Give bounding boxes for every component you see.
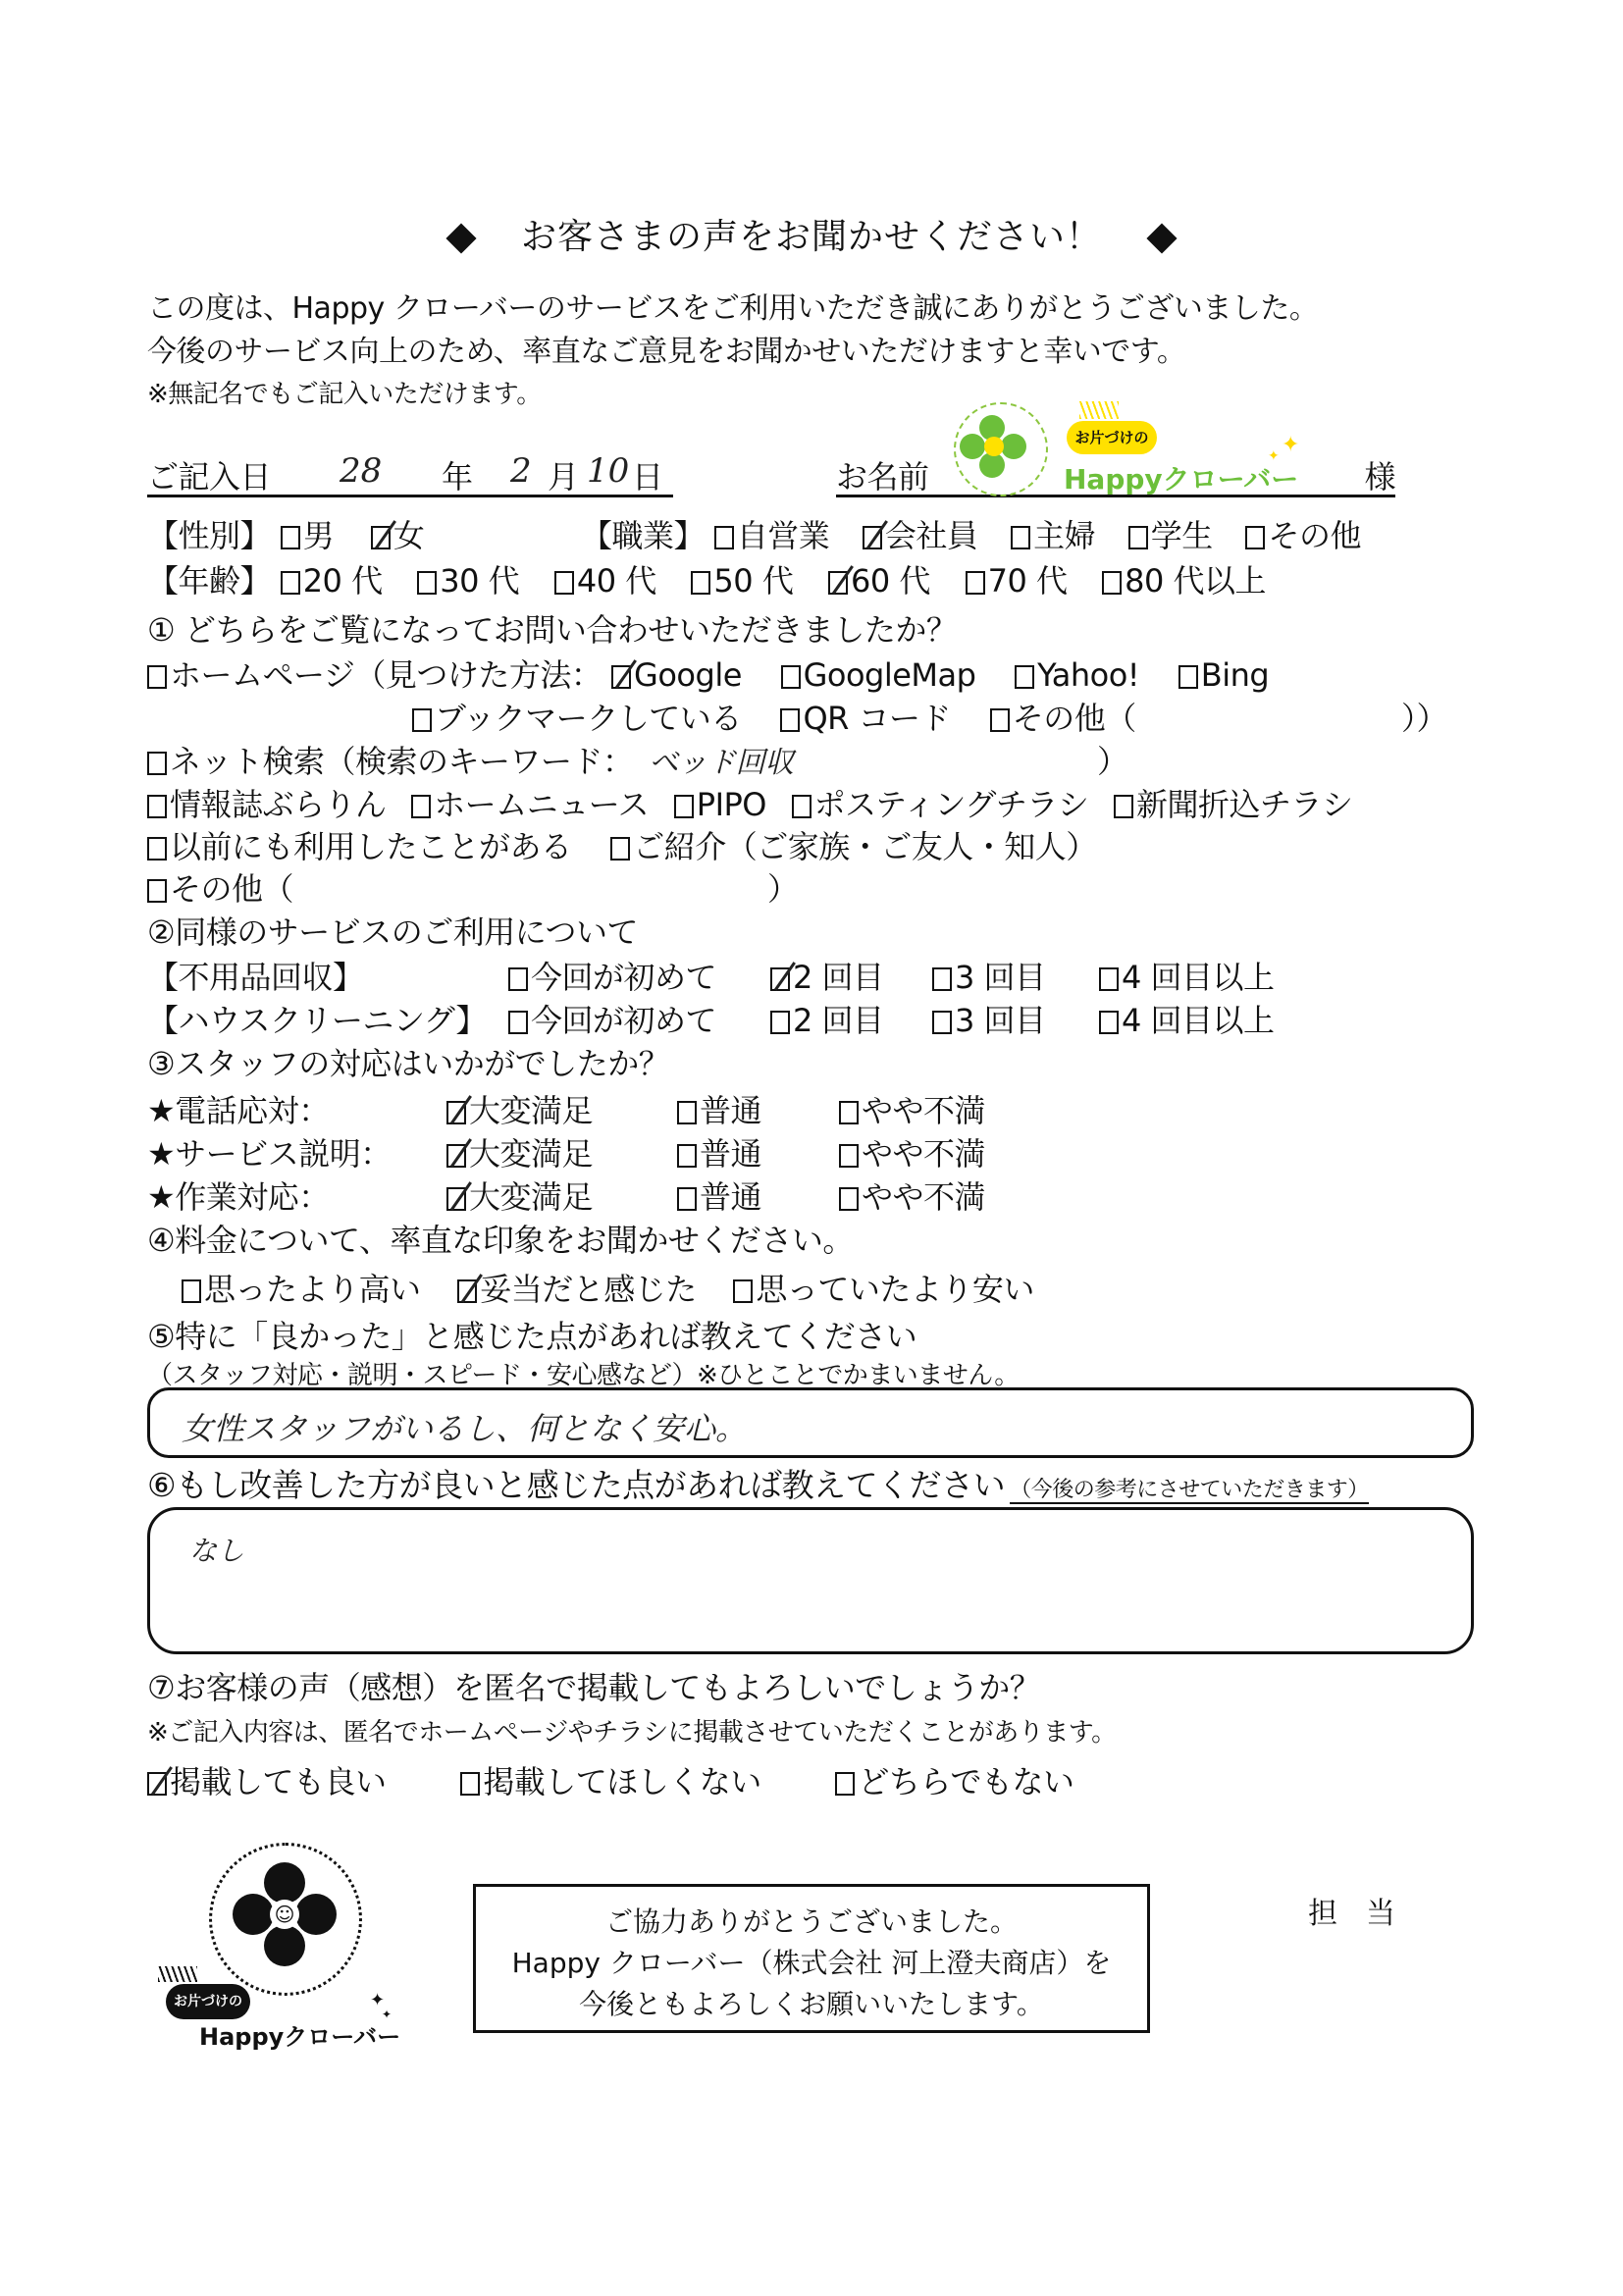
publish-ok-checkbox[interactable] [147,1762,387,1801]
very-satisfied-checkbox[interactable] [446,1134,593,1174]
day-label: 日 [632,458,663,496]
occupation-employee-checkbox[interactable] [863,516,978,555]
age-50-checkbox[interactable] [691,561,793,600]
checkbox-icon [147,837,167,861]
bing-checkbox[interactable] [1178,655,1269,695]
option-label: Yahoo! [1037,656,1140,694]
google-checkbox[interactable] [611,655,742,695]
checkbox-icon [839,1101,859,1124]
checkbox-icon [677,1187,697,1211]
checkbox-icon [1099,967,1119,991]
footer-brand: Happyクローバー [199,2023,401,2051]
option-label: 70 代 [987,562,1068,600]
used-before-checkbox[interactable] [147,827,572,866]
row-label: 【ハウスクリーニング】 [147,1002,487,1039]
checkbox-icon [1011,526,1030,549]
referral-checkbox[interactable] [610,827,1097,866]
second-time-checkbox[interactable] [770,1001,884,1040]
q3-question: ③スタッフの対応はいかがでしたか？ [147,1045,670,1082]
title-text: お客さまの声をお聞かせください！ [520,217,1102,257]
bookmark-checkbox[interactable] [412,699,742,738]
option-label: 大変満足 [469,1178,594,1216]
burarin-checkbox[interactable] [147,785,387,824]
somewhat-dissatisfied-checkbox[interactable] [839,1177,985,1217]
checkbox-icon [281,526,300,549]
option-label: ネット検索（検索のキーワード： [170,743,634,780]
option-label: 以前にも利用したことがある [170,828,572,865]
q7-note: ※ご記入内容は、匿名でホームページやチラシに掲載させていただくことがあります。 [147,1718,1117,1748]
checkbox-checked-icon [371,526,391,549]
yahoo-checkbox[interactable] [1015,655,1139,695]
checkbox-icon [835,1772,855,1796]
checkbox-icon [674,795,694,818]
option-label: やや不満 [862,1178,986,1216]
very-satisfied-checkbox[interactable] [446,1091,593,1130]
first-time-checkbox[interactable] [508,1001,716,1040]
sun-rays-icon [1079,401,1119,419]
occupation-student-checkbox[interactable] [1128,516,1213,555]
option-label: 今回が初めて [531,959,717,996]
prior-row [147,827,1097,866]
sparkle-icon: ✦ [1282,433,1300,457]
option-label: 学生 [1150,517,1213,554]
age-70-checkbox[interactable] [966,561,1068,600]
name-label: お名前 [836,458,929,496]
option-label: 普通 [700,1178,762,1216]
option-label: 50 代 [713,562,794,600]
q3-row-work [147,1177,1030,1217]
option-label: 今回が初めて [531,1002,717,1039]
gender-male-checkbox[interactable] [281,516,335,555]
net-search-keyword-input[interactable]: ベッド回収 [649,746,794,780]
checkbox-icon [780,708,800,732]
checkbox-icon [508,967,528,991]
checkbox-icon [281,571,300,595]
gender-label: 【性別】 [147,517,272,554]
sun-rays-icon [158,1966,197,1982]
smiley-face-icon: ☺ [270,1900,299,1929]
option-label: やや不満 [862,1092,986,1129]
q3-row-explanation [147,1134,1030,1174]
checkbox-icon [147,795,167,818]
homepage-close-paren: ）） [1401,700,1448,737]
option-label: 掲載しても良い [170,1763,387,1800]
date-month-value: 2 [510,451,532,491]
option-label: 30 代 [440,562,520,600]
option-label: 新聞折込チラシ [1136,786,1353,823]
checkbox-icon [932,1011,952,1034]
brand-text: Happyクローバー [1064,463,1299,496]
first-time-checkbox[interactable] [508,958,716,997]
row-label: ★作業対応： [147,1178,330,1216]
q6-answer-box[interactable] [147,1507,1474,1654]
pipo-checkbox[interactable] [674,785,766,824]
q5-answer-text: 女性スタッフがいるし、何となく安心。 [182,1410,748,1447]
option-label: その他 [1268,517,1361,554]
q1-other-checkbox[interactable] [147,869,293,909]
age-60-checkbox[interactable] [828,561,930,600]
option-label: QR コード [803,700,952,737]
homepage-checkbox[interactable] [147,655,602,695]
row-label: ★電話応対： [147,1092,330,1129]
occupation-other-checkbox[interactable] [1245,516,1361,555]
option-label: 会社員 [884,517,978,554]
price-low-checkbox[interactable] [733,1270,1034,1309]
checkbox-icon [733,1279,753,1303]
option-label: 3 回目 [955,959,1046,996]
option-label: Google [634,656,742,694]
q2-question: ②同様のサービスのご利用について [147,913,639,951]
option-label: 妥当だと感じた [480,1271,697,1308]
checkbox-checked-icon [446,1144,466,1168]
checkbox-icon [147,665,167,689]
option-label: ご紹介（ご家族・ご友人・知人） [633,828,1097,865]
checkbox-icon [508,1011,528,1034]
option-label: 主婦 [1033,517,1096,554]
age-80-checkbox[interactable] [1102,561,1266,600]
third-time-checkbox[interactable] [932,958,1046,997]
option-label: 大変満足 [469,1135,594,1173]
checkbox-icon [610,837,630,861]
diamond-icon [445,223,476,253]
q2-row-junk-removal [147,958,1374,997]
checkbox-icon [554,571,574,595]
normal-checkbox[interactable] [677,1177,761,1217]
occupation-label: 【職業】 [581,517,706,554]
smiley-face-icon [984,437,1004,456]
checkbox-icon [714,526,734,549]
qr-code-checkbox[interactable] [780,699,951,738]
q6-answer-text: なし [189,1535,245,1567]
date-field[interactable] [147,453,673,497]
q6-question: ⑥もし改善した方が良いと感じた点があれば教えてください [147,1466,1006,1504]
q1-other-row [147,869,293,909]
q1-homepage-row-2 [412,699,1136,738]
option-label: 2 回目 [793,1002,884,1039]
option-label: 思ったより高い [204,1271,421,1308]
option-label: 掲載してほしくない [483,1763,761,1800]
checkbox-icon [182,1279,201,1303]
checkbox-checked-icon [863,526,882,549]
option-label: 普通 [700,1092,762,1129]
checkbox-checked-icon [446,1101,466,1124]
age-30-checkbox[interactable] [417,561,519,600]
home-news-checkbox[interactable] [411,785,649,824]
option-label: 20 代 [302,562,383,600]
normal-checkbox[interactable] [677,1091,761,1130]
sparkle-icon: ✦ [370,1990,386,2010]
net-search-checkbox[interactable] [147,742,634,781]
bubble: お片づけの [1067,421,1157,454]
q6-note: （今後の参考にさせていただきます） [1010,1478,1369,1502]
checkbox-icon [1015,665,1034,689]
occupation-housewife-checkbox[interactable] [1011,516,1095,555]
sparkle-icon: ✦ [1268,448,1280,464]
very-satisfied-checkbox[interactable] [446,1177,593,1217]
option-label: 思っていたより安い [756,1271,1034,1308]
option-label: その他（ [1012,700,1136,737]
price-fair-checkbox[interactable] [457,1270,697,1309]
second-time-checkbox[interactable] [770,958,884,997]
gender-group [147,516,424,555]
option-label: 女 [393,517,425,554]
checkbox-icon [770,1011,790,1034]
checkbox-icon [460,1772,480,1796]
option-label: その他（ [170,870,294,908]
somewhat-dissatisfied-checkbox[interactable] [839,1134,985,1174]
clover-icon [240,1870,329,1958]
q5-answer-box[interactable] [147,1387,1474,1458]
thanks-line-2: Happy クローバー（株式会社 河上澄夫商店）を [511,1947,1112,1979]
q2-row-house-cleaning [147,1001,1374,1040]
homepage-other-checkbox[interactable] [990,699,1136,738]
q4-options [182,1270,1034,1309]
q4-question: ④料金について、率直な印象をお聞かせください。 [147,1222,854,1259]
checkbox-icon [691,571,710,595]
publish-no-checkbox[interactable] [460,1762,761,1801]
checkbox-checked-icon [828,571,848,595]
form-title [294,216,1329,259]
checkbox-icon [1114,795,1133,818]
checkbox-icon [1099,1011,1119,1034]
checkbox-icon [792,795,812,818]
intro-note: ※無記名でもご記入いただけます。 [147,380,542,409]
row-label: 【不用品回収】 [147,959,364,996]
checkbox-icon [1102,571,1122,595]
checkbox-checked-icon [147,1772,167,1796]
checkbox-icon [1178,665,1198,689]
age-label: 【年齢】 [147,562,272,600]
footer-bubble: お片づけの [166,1984,250,2019]
newspaper-flyer-checkbox[interactable] [1114,785,1353,824]
q1-other-close-paren: ） [767,870,799,908]
q6-question-row [147,1466,1369,1505]
date-year-value: 28 [340,451,383,491]
option-label: 4 回目以上 [1122,1002,1275,1039]
option-label: Bing [1200,656,1270,694]
net-search-close-paren: ） [1097,743,1128,780]
sparkle-icon: ✦ [382,2008,393,2021]
option-label: ホームページ（見つけた方法： [170,656,602,694]
name-suffix: 様 [1364,458,1395,496]
q7-question: ⑦お客様の声（感想）を匿名で掲載してもよろしいでしょうか？ [147,1669,1041,1706]
q5-hint: （スタッフ対応・説明・スピード・安心感など）※ひとことでかまいません。 [147,1361,1020,1390]
option-label: PIPO [696,786,766,823]
publish-neutral-checkbox[interactable] [835,1762,1073,1801]
option-label: GoogleMap [803,656,976,694]
q3-row-phone [147,1091,1030,1130]
thanks-line-3: 今後ともよろしくお願いいたします。 [579,1988,1044,2020]
occupation-group [581,516,1361,555]
option-label: 40 代 [576,562,656,600]
footer-logo [152,1843,401,2051]
date-label: ご記入日 [147,458,272,496]
checkbox-icon [147,879,167,903]
normal-checkbox[interactable] [677,1134,761,1174]
q1-question: ① どちらをご覧になってお問い合わせいただきましたか？ [147,611,958,649]
age-40-checkbox[interactable] [554,561,656,600]
checkbox-icon [147,752,167,775]
option-label: ブックマークしている [435,700,742,737]
media-row [147,785,1353,824]
fourth-plus-checkbox[interactable] [1099,958,1275,997]
thanks-line-1: ご協力ありがとうございました。 [604,1905,1018,1938]
option-label: ホームニュース [434,786,650,823]
third-time-checkbox[interactable] [932,1001,1046,1040]
option-label: 情報誌ぶらりん [170,786,387,823]
age-group [147,561,1266,600]
diamond-icon [1146,223,1177,253]
option-label: 80 代以上 [1125,562,1267,600]
checkbox-icon [411,795,431,818]
q7-options [147,1762,1074,1801]
fourth-plus-checkbox[interactable] [1099,1001,1275,1040]
checkbox-checked-icon [770,967,790,991]
option-label: 男 [302,517,335,554]
gender-female-checkbox[interactable] [371,516,425,555]
happy-clover-logo [954,397,1307,496]
q5-question: ⑤特に「良かった」と感じた点があれば教えてください [147,1318,917,1355]
option-label: やや不満 [862,1135,986,1173]
option-label: 大変満足 [469,1092,594,1129]
checkbox-icon [839,1144,859,1168]
checkbox-icon [932,967,952,991]
googlemap-checkbox[interactable] [781,655,976,695]
checkbox-icon [990,708,1010,732]
month-label: 月 [548,458,579,496]
checkbox-checked-icon [611,665,631,689]
price-high-checkbox[interactable] [182,1270,421,1309]
checkbox-checked-icon [446,1187,466,1211]
intro-line-2: 今後のサービス向上のため、率直なご意見をお聞かせいただけますと幸いです。 [147,335,1186,369]
checkbox-icon [839,1187,859,1211]
option-label: 普通 [700,1135,762,1173]
staff-label: 担 当 [1308,1897,1395,1931]
posting-flyer-checkbox[interactable] [792,785,1089,824]
thanks-box [473,1884,1150,2033]
checkbox-icon [412,708,432,732]
checkbox-icon [966,571,985,595]
intro-line-1: この度は、Happy クローバーのサービスをご利用いただき誠にありがとうございました。 [147,291,1319,326]
option-label: どちらでもない [858,1763,1074,1800]
clover-icon [971,419,1026,474]
checkbox-icon [417,571,437,595]
somewhat-dissatisfied-checkbox[interactable] [839,1091,985,1130]
option-label: 2 回目 [793,959,884,996]
checkbox-icon [1245,526,1265,549]
checkbox-icon [1128,526,1148,549]
checkbox-icon [677,1101,697,1124]
option-label: 3 回目 [955,1002,1046,1039]
option-label: 60 代 [851,562,930,600]
checkbox-icon [677,1144,697,1168]
date-day-value: 10 [587,451,630,491]
option-label: 自営業 [736,517,830,554]
occupation-self-employed-checkbox[interactable] [714,516,830,555]
checkbox-checked-icon [457,1279,477,1303]
checkbox-icon [781,665,801,689]
age-20-checkbox[interactable] [281,561,383,600]
option-label: ポスティングチラシ [813,786,1089,823]
q1-homepage-row [147,655,1269,695]
row-label: ★サービス説明： [147,1135,392,1173]
year-label: 年 [442,458,473,496]
option-label: 4 回目以上 [1122,959,1275,996]
net-search-row [147,742,794,783]
